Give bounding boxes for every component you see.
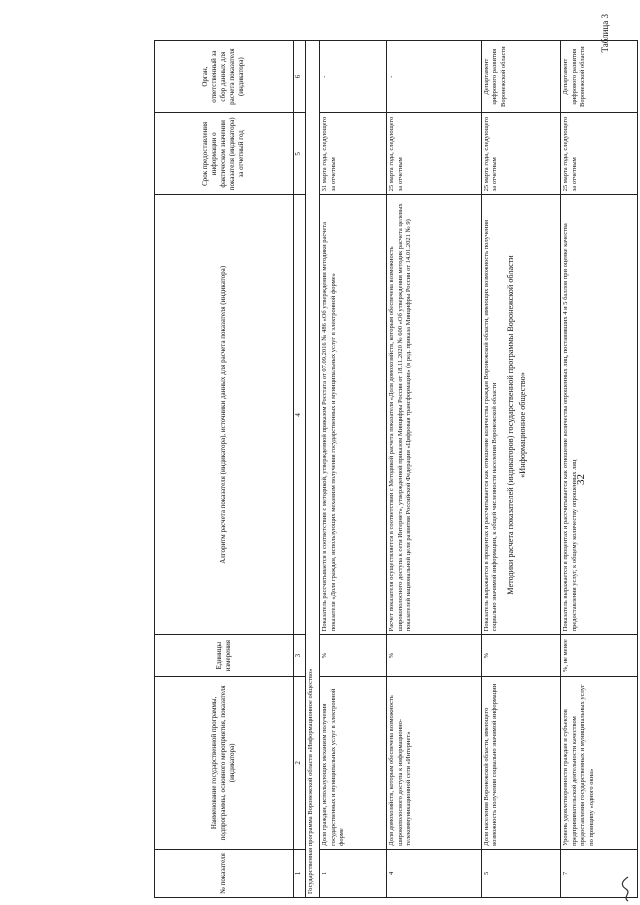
table-row: [561, 41, 638, 898]
responsible-agency: -: [320, 41, 387, 113]
page-number: 32: [575, 474, 587, 485]
indicator-algorithm: Показатель выражается в процентах и рассчитывается как отношение количества граждан Воронежской области, имеющих возможность получения социально значимой информации, к общей численности населения Воронежской области: [481, 195, 560, 635]
table-row: [387, 41, 481, 898]
indicators-table: [154, 40, 638, 898]
header-agency: Орган, ответственный за сбор данных для расчета показателя (индикатора): [155, 41, 294, 113]
indicator-deadline: 31 марта года, следующего за отчетным: [320, 113, 387, 195]
column-number: 6: [293, 41, 305, 113]
responsible-agency: Департамент цифрового развития Воронежской области: [481, 41, 560, 113]
column-number: 3: [293, 635, 305, 677]
column-numbers-row: [293, 41, 305, 898]
header-number: № показателя: [155, 849, 294, 897]
title-line-2: «Информационное общество»: [518, 372, 527, 478]
header-deadline: Срок предоставления информации о фактическом значении показателя (индикатора) за отчетный год: [155, 113, 294, 195]
indicator-algorithm: Показатель рассчитывается в соответствии с методикой, утвержденной приказом Росстата от 07.09.2016 № 486 «Об утверждении методики расчета показателя «Доля граждан, использующих механизм получения государственных и муниципальных услуг в электронной форме»: [320, 195, 387, 635]
indicator-unit: %, не менее: [561, 635, 638, 677]
indicator-name: Доля населения Воронежской области, имеющего возможность получения социально значимой информации: [481, 676, 560, 849]
column-number: 2: [293, 676, 305, 849]
title-line-1: Методики расчета показателей (индикаторов) государственной программы Воронежской области: [506, 255, 515, 595]
indicator-algorithm: Расчет показателя осуществляется в соответствии с Методикой расчета показателя «Доля домохозяйств, которым обеспечена возможность широкополосного доступа к сети Интернет», утвержденной приказом Минцифры России от 18.11.2020 № 600 «Об утверждении методик расчета целевых показателей национальной цели развития Российской Федерации «Цифровая трансформация» (в ред. приказа Минцифры России от 14.01.2021 № 9): [387, 195, 481, 635]
scan-mark-icon: [618, 875, 634, 903]
indicator-unit: %: [387, 635, 481, 677]
row-number: 5: [481, 849, 560, 897]
responsible-agency: -: [387, 41, 481, 113]
indicator-name: Доля домохозяйств, которым обеспечена возможность широкополосного доступа к информационно-телекоммуникационной сети «Интернет»: [387, 676, 481, 849]
header-algorithm: Алгоритм расчета показателя (индикатора), источники данных для расчета показателя (индикатора): [155, 195, 294, 635]
indicator-name: Доля граждан, использующих механизм получения государственных и муниципальных услуг в электронной форме: [320, 676, 387, 849]
column-number: 1: [293, 849, 305, 897]
row-number: 7: [561, 849, 638, 897]
column-number: 5: [293, 113, 305, 195]
indicator-deadline: 25 марта года, следующего за отчетным: [561, 113, 638, 195]
indicator-unit: %: [320, 635, 387, 677]
table-row: [481, 41, 560, 898]
row-number: 1: [320, 849, 387, 897]
indicator-deadline: 25 марта года, следующего за отчетным: [387, 113, 481, 195]
indicator-name: Уровень удовлетворенности граждан и субъектов предпринимательской деятельности качеством предоставления государственных и муниципальных услуг по принципу «одного окна»: [561, 676, 638, 849]
header-name: Наименование государственной программы, подпрограммы, основного мероприятия, показателя (индикатора): [155, 676, 294, 849]
section-row: [305, 41, 319, 898]
header-row: [155, 41, 294, 898]
table-row: [320, 41, 387, 898]
section-title: Государственная программа Воронежской области «Информационное общество»: [305, 41, 319, 898]
indicator-algorithm: Показатель выражается в процентах и рассчитывается как отношение количества опрошенных лиц, поставивших 4 и 5 баллов при оценке качества предоставления услуг, к общему количеству опрошенных лиц: [561, 195, 638, 635]
indicator-unit: %: [481, 635, 560, 677]
row-number: 4: [387, 849, 481, 897]
indicator-deadline: 25 марта года, следующего за отчетным: [481, 113, 560, 195]
responsible-agency: Департамент цифрового развития Воронежской области: [561, 41, 638, 113]
column-number: 4: [293, 195, 305, 635]
table-label: Таблица 3: [600, 14, 610, 53]
header-unit: Единицы измерения: [155, 635, 294, 677]
